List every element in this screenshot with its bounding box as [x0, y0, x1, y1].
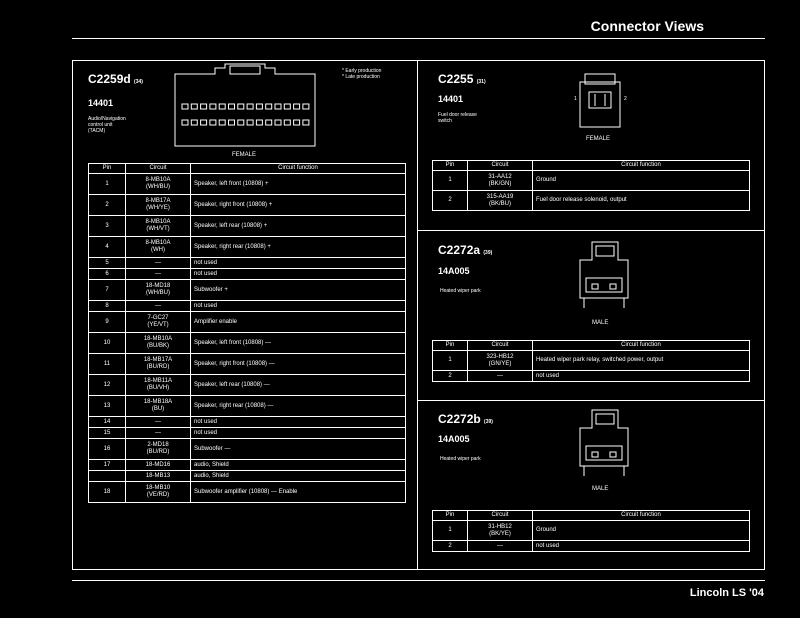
circuit-line: (YE/VT) [147, 322, 169, 328]
table-row [89, 333, 406, 354]
table-row [433, 371, 750, 382]
connector-c2259d-face-icon [170, 64, 320, 154]
gender-label: FEMALE [232, 152, 257, 158]
pin-cell: 11 [89, 354, 126, 375]
pin-cell: 9 [89, 312, 126, 333]
pin-cell: 2 [433, 371, 468, 382]
footer-rule [72, 580, 765, 581]
circuit-line: — [155, 429, 161, 436]
circuit-cell [126, 417, 191, 428]
circuit-cell [126, 312, 191, 333]
gender-label: MALE [592, 320, 609, 326]
col-circuit: Circuit [468, 511, 533, 521]
circuit-cell [126, 269, 191, 280]
table-row [89, 237, 406, 258]
circuit-line: 18-MB18A [143, 399, 173, 405]
pin-label-2: 2 [624, 96, 627, 102]
circuit-line: — [155, 270, 161, 277]
circuit-cell [468, 171, 533, 191]
function-cell: not used [191, 428, 406, 439]
table-row [433, 351, 750, 371]
circuit-line: 315-AA19 [486, 193, 514, 200]
pin-cell: 1 [433, 171, 468, 191]
table-row [89, 301, 406, 312]
function-cell: Subwoofer — [191, 439, 406, 460]
circuit-line: 18-MD16 [145, 461, 171, 468]
pin-cell: 7 [89, 280, 126, 301]
pin-cell: 4 [89, 237, 126, 258]
function-cell: Fuel door release solenoid, output [533, 191, 750, 211]
pin-cell: 3 [89, 216, 126, 237]
circuit-line: (BK/BU) [488, 200, 511, 207]
table-row [433, 541, 750, 552]
circuit-line: 31-AA12 [488, 173, 512, 180]
circuit-cell [126, 195, 191, 216]
function-cell: Ground [533, 171, 750, 191]
function-cell: Amplifier enable [191, 312, 406, 333]
table-row [89, 439, 406, 460]
part-number: 14A005 [438, 266, 470, 276]
circuit-line: (BU/BK) [146, 343, 169, 349]
circuit-line: (GN/YE) [488, 360, 512, 367]
table-row [89, 280, 406, 301]
col-pin: Pin [433, 161, 468, 171]
pin-cell [89, 471, 126, 482]
circuit-line: (BU/RD) [146, 449, 170, 455]
function-cell: Speaker, left rear (10808) — [191, 375, 406, 396]
circuit-line: — [155, 418, 161, 425]
pinout-table [432, 510, 750, 552]
col-function: Circuit function [533, 511, 750, 521]
circuit-cell [126, 174, 191, 195]
connector-c2272b-face-icon [564, 408, 644, 488]
table-row [89, 396, 406, 417]
function-cell: Speaker, right front (10808) + [191, 195, 406, 216]
footer-text: Lincoln LS '04 [689, 587, 764, 599]
pin-cell: 16 [89, 439, 126, 460]
circuit-cell [126, 396, 191, 417]
pin-label-1: 1 [574, 96, 577, 102]
pin-cell: 13 [89, 396, 126, 417]
pin-cell: 17 [89, 460, 126, 471]
col-pin: Pin [433, 341, 468, 351]
col-pin: Pin [89, 164, 126, 174]
circuit-line: — [497, 542, 503, 549]
pin-cell: 1 [89, 174, 126, 195]
function-cell: Speaker, left front (10808) — [191, 333, 406, 354]
connector-description: Heated wiper park [440, 456, 481, 462]
circuit-line: (WH/VT) [146, 226, 170, 232]
col-pin: Pin [433, 511, 468, 521]
col-circuit: Circuit [468, 341, 533, 351]
pin-cell: 10 [89, 333, 126, 354]
function-cell: Speaker, right rear (10808) + [191, 237, 406, 258]
circuit-line: 31-HB12 [488, 523, 512, 530]
circuit-line: — [155, 302, 161, 309]
connector-c2255-face-icon [570, 72, 630, 132]
circuit-line: (BU) [151, 406, 165, 412]
pinout-table [88, 163, 406, 503]
function-cell: Speaker, left rear (10808) + [191, 216, 406, 237]
function-cell: Speaker, left front (10808) + [191, 174, 406, 195]
col-function: Circuit function [533, 161, 750, 171]
circuit-line: (BU/VH) [146, 385, 170, 391]
table-row [89, 471, 406, 482]
column-divider [417, 60, 418, 570]
circuit-line: — [497, 372, 503, 379]
pin-cell: 15 [89, 428, 126, 439]
pinout-table [432, 340, 750, 382]
circuit-line: 18-MB13 [145, 472, 171, 479]
circuit-line: (WH) [151, 247, 165, 253]
circuit-cell [126, 482, 191, 503]
table-row [89, 428, 406, 439]
function-cell: Heated wiper park relay, switched power, output [533, 351, 750, 371]
pin-cell: 6 [89, 269, 126, 280]
pin-cell: 2 [89, 195, 126, 216]
connector-description: Audio/Navigation control unit (TACM) [88, 116, 126, 134]
pin-cell: 2 [433, 191, 468, 211]
pin-cell: 1 [433, 351, 468, 371]
gender-label: FEMALE [586, 136, 611, 142]
circuit-line: 18-MB17A [143, 357, 173, 363]
function-cell: Ground [533, 521, 750, 541]
circuit-cell [126, 439, 191, 460]
circuit-cell [126, 375, 191, 396]
circuit-cell [126, 301, 191, 312]
circuit-line: 7-GC27 [147, 315, 169, 321]
right-divider-2 [417, 400, 765, 401]
pin-cell: 14 [89, 417, 126, 428]
circuit-line: — [155, 259, 161, 266]
connector-description: Heated wiper park [440, 288, 481, 294]
table-row [433, 171, 750, 191]
table-row [433, 521, 750, 541]
part-number: 14401 [438, 94, 464, 104]
table-row [433, 191, 750, 211]
function-cell: not used [533, 371, 750, 382]
circuit-line: (BK/GN) [488, 180, 512, 187]
circuit-line: (VE/RD) [146, 492, 170, 498]
circuit-cell [126, 460, 191, 471]
circuit-cell [126, 354, 191, 375]
connector-description: Fuel door release switch [438, 112, 477, 124]
gender-label: MALE [592, 486, 609, 492]
connector-id: C2255 (31) [438, 72, 486, 86]
circuit-line: 8-MB10A [145, 219, 171, 225]
function-cell: not used [191, 258, 406, 269]
circuit-cell [126, 333, 191, 354]
col-circuit: Circuit [126, 164, 191, 174]
circuit-cell [126, 280, 191, 301]
function-cell: not used [533, 541, 750, 552]
circuit-line: 8-MB17A [145, 198, 171, 204]
production-legend: * Early production * Late production [342, 68, 382, 80]
pin-cell: 5 [89, 258, 126, 269]
circuit-cell [468, 521, 533, 541]
function-cell: audio, Shield [191, 471, 406, 482]
function-cell: not used [191, 417, 406, 428]
function-cell: Subwoofer amplifier (10808) — Enable [191, 482, 406, 503]
circuit-line: (BU/RD) [146, 364, 170, 370]
circuit-line: 2-MD18 [147, 442, 169, 448]
circuit-line: 18-MB10 [145, 485, 171, 491]
circuit-cell [468, 371, 533, 382]
table-row [89, 482, 406, 503]
circuit-cell [126, 471, 191, 482]
circuit-cell [468, 351, 533, 371]
pin-cell: 1 [433, 521, 468, 541]
part-number: 14A005 [438, 434, 470, 444]
circuit-line: 18-MD18 [145, 283, 171, 289]
circuit-line: (WH/BU) [146, 184, 170, 190]
circuit-line: 323-HB12 [486, 353, 514, 360]
circuit-line: (WH/BU) [146, 290, 170, 296]
circuit-line: (WH/YE) [146, 205, 170, 211]
function-cell: not used [191, 301, 406, 312]
table-row [89, 258, 406, 269]
part-number: 14401 [88, 98, 114, 108]
circuit-cell [468, 541, 533, 552]
circuit-line: 8-MB10A [145, 240, 171, 246]
circuit-cell [468, 191, 533, 211]
connector-id: C2272b (39) [438, 412, 493, 426]
table-row [89, 460, 406, 471]
circuit-line: 8-MB10A [145, 177, 171, 183]
pin-cell: 2 [433, 541, 468, 552]
pin-cell: 12 [89, 375, 126, 396]
connector-c2272a-face-icon [564, 240, 644, 320]
header-rule [72, 38, 765, 39]
circuit-cell [126, 428, 191, 439]
table-row [89, 354, 406, 375]
function-cell: not used [191, 269, 406, 280]
circuit-line: 18-MB10A [143, 336, 173, 342]
table-row [89, 375, 406, 396]
table-row [89, 269, 406, 280]
function-cell: Speaker, right rear (10808) — [191, 396, 406, 417]
function-cell: Subwoofer + [191, 280, 406, 301]
circuit-line: 18-MB11A [144, 378, 172, 384]
table-row [89, 216, 406, 237]
table-row [89, 174, 406, 195]
function-cell: Speaker, right front (10808) — [191, 354, 406, 375]
pinout-table [432, 160, 750, 211]
function-cell: audio, Shield [191, 460, 406, 471]
pin-cell: 18 [89, 482, 126, 503]
col-circuit: Circuit [468, 161, 533, 171]
circuit-line: (BK/YE) [489, 530, 511, 537]
table-row [89, 417, 406, 428]
col-function: Circuit function [533, 341, 750, 351]
connector-id: C2259d (34) [88, 72, 143, 86]
col-function: Circuit function [191, 164, 406, 174]
pin-cell: 8 [89, 301, 126, 312]
right-divider-1 [417, 230, 765, 231]
page-title: Connector Views [590, 18, 704, 34]
circuit-cell [126, 258, 191, 269]
connector-id: C2272a (39) [438, 243, 493, 257]
table-row [89, 312, 406, 333]
table-row [89, 195, 406, 216]
circuit-cell [126, 237, 191, 258]
circuit-cell [126, 216, 191, 237]
